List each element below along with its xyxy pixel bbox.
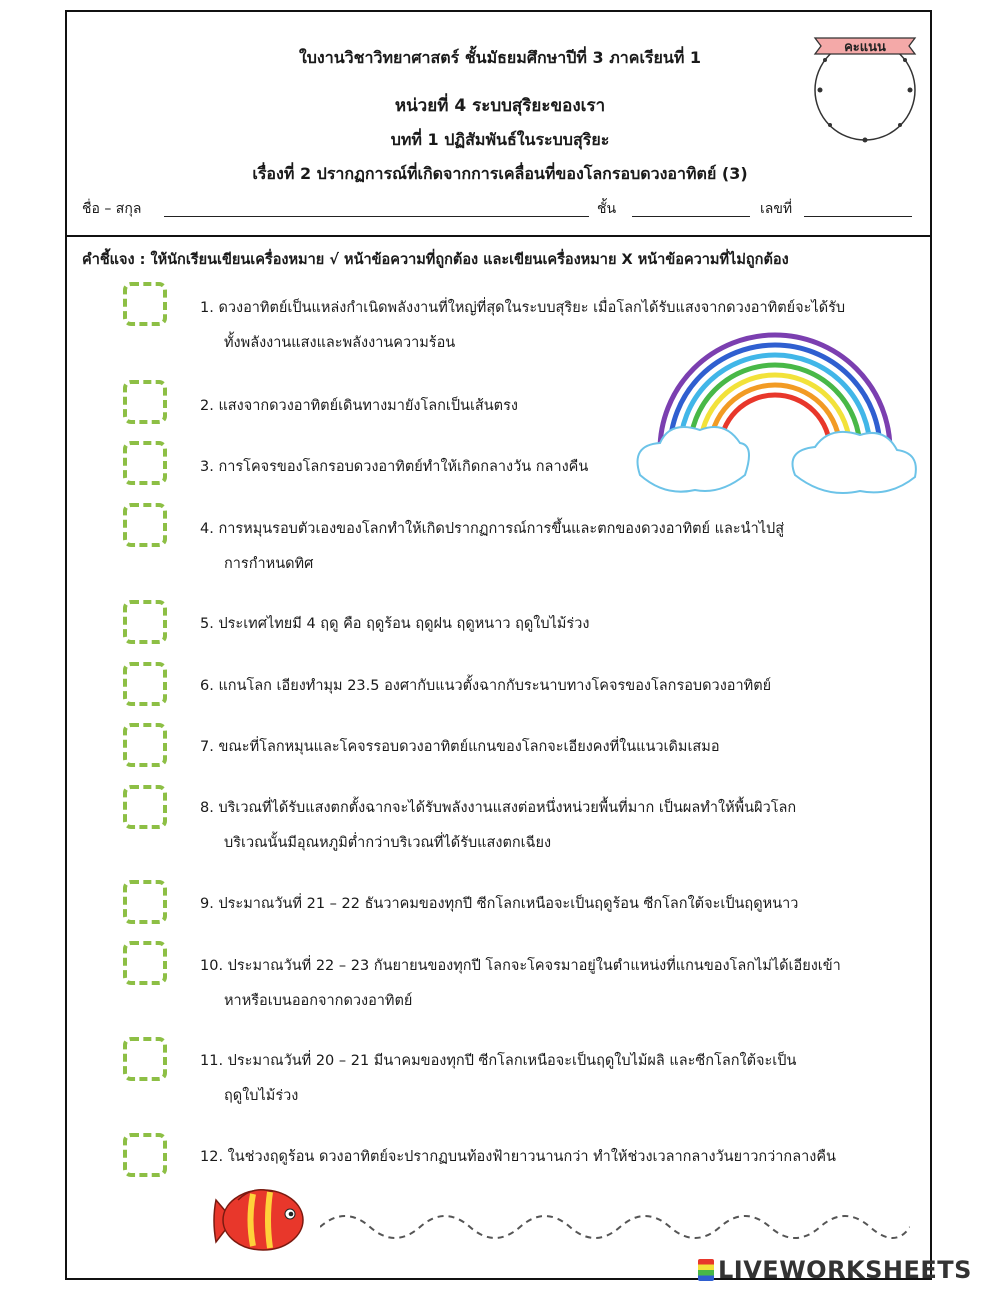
question-7 (200, 730, 920, 765)
question-text-cont: ฤดูใบไม้ร่วง (224, 1088, 299, 1104)
answer-box-9[interactable] (123, 880, 167, 924)
answer-box-5[interactable] (123, 600, 167, 644)
question-4 (200, 512, 920, 582)
question-text: 1. ดวงอาทิตย์เป็นแหล่งกำเนิดพลังงานที่ใหญ่ที่สุดในระบบสุริยะ เมื่อโลกได้รับแสงจากดวงอาทิตย์จะได้รับ (200, 300, 846, 316)
worksheet-title: ใบงานวิชาวิทยาศาสตร์ ชั้นมัธยมศึกษาปีที่ 3 ภาคเรียนที่ 1 (298, 48, 702, 67)
unit-title: หน่วยที่ 4 ระบบสุริยะของเรา (394, 96, 606, 116)
liveworksheets-logo (698, 1256, 972, 1284)
question-text: 8. บริเวณที่ได้รับแสงตกตั้งฉากจะได้รับพลังงานแสงต่อหนึ่งหน่วยพื้นที่มาก เป็นผลทำให้พื้นผิวโลก (200, 800, 797, 816)
question-text: 2. แสงจากดวงอาทิตย์เดินทางมายังโลกเป็นเส้นตรง (200, 398, 518, 414)
answer-box-7[interactable] (123, 723, 167, 767)
question-12 (200, 1140, 920, 1175)
score-label: คะแนน (844, 40, 886, 55)
number-label: เลขที่ (760, 201, 793, 217)
question-6 (200, 669, 920, 704)
question-text: 7. ขณะที่โลกหมุนและโคจรรอบดวงอาทิตย์แกนของโลกจะเอียงคงที่ในแนวเดิมเสมอ (200, 739, 720, 755)
brand-text: LIVEWORKSHEETS (718, 1256, 972, 1284)
name-label: ชื่อ – สกุล (82, 201, 142, 217)
number-field[interactable] (804, 216, 912, 217)
question-text: 11. ประมาณวันที่ 20 – 21 มีนาคมของทุกปี ซีกโลกเหนือจะเป็นฤดูใบไม้ผลิ และซีกโลกใต้จะเป็น (200, 1053, 797, 1069)
answer-box-3[interactable] (123, 441, 167, 485)
answer-box-12[interactable] (123, 1133, 167, 1177)
answer-box-4[interactable] (123, 503, 167, 547)
class-label: ชั้น (597, 201, 617, 217)
instructions: คำชี้แจง : ให้นักเรียนเขียนเครื่องหมาย √ หน้าข้อความที่ถูกต้อง และเขียนเครื่องหมาย X หน้าข้อความที่ไม่ถูกต้อง (82, 252, 789, 268)
question-text: 3. การโคจรของโลกรอบดวงอาทิตย์ทำให้เกิดกลางวัน กลางคืน (200, 459, 589, 475)
answer-box-6[interactable] (123, 662, 167, 706)
fish-illustration (208, 1180, 308, 1260)
rainbow-illustration (625, 325, 925, 505)
question-text: 9. ประมาณวันที่ 21 – 22 ธันวาคมของทุกปี ซีกโลกเหนือจะเป็นฤดูร้อน ซีกโลกใต้จะเป็นฤดูหนาว (200, 896, 799, 912)
chapter-title: บทที่ 1 ปฏิสัมพันธ์ในระบบสุริยะ (390, 130, 610, 149)
question-11 (200, 1044, 920, 1114)
score-stamp (805, 20, 925, 145)
tracing-wave (320, 1205, 910, 1250)
question-text: 12. ในช่วงฤดูร้อน ดวงอาทิตย์จะปรากฏบนท้องฟ้ายาวนานกว่า ทำให้ช่วงเวลากลางวันยาวกว่ากลางคืน (200, 1149, 836, 1165)
name-field[interactable] (164, 216, 589, 217)
question-9 (200, 887, 920, 922)
question-text: 6. แกนโลก เอียงทำมุม 23.5 องศากับแนวตั้งฉากกับระนาบทางโคจรของโลกรอบดวงอาทิตย์ (200, 678, 772, 694)
question-text: 5. ประเทศไทยมี 4 ฤดู คือ ฤดูร้อน ฤดูฝน ฤดูหนาว ฤดูใบไม้ร่วง (200, 616, 590, 632)
question-text-cont: หาหรือเบนออกจากดวงอาทิตย์ (224, 993, 413, 1009)
question-10 (200, 949, 920, 1019)
question-text: 4. การหมุนรอบตัวเองของโลกทำให้เกิดปรากฏการณ์การขึ้นและตกของดวงอาทิตย์ และนำไปสู่ (200, 521, 785, 537)
question-8 (200, 791, 920, 861)
question-text-cont: การกำหนดทิศ (224, 556, 314, 572)
header-divider (65, 235, 932, 237)
question-text-cont: ทั้งพลังงานแสงและพลังงานความร้อน (224, 335, 456, 351)
topic-title: เรื่องที่ 2 ปรากฏการณ์ที่เกิดจากการเคลื่อนที่ของโลกรอบดวงอาทิตย์ (3) (252, 164, 748, 183)
class-field[interactable] (632, 216, 750, 217)
answer-box-10[interactable] (123, 941, 167, 985)
answer-box-11[interactable] (123, 1037, 167, 1081)
liveworksheets-icon (698, 1259, 714, 1281)
question-5 (200, 607, 920, 642)
question-text: 10. ประมาณวันที่ 22 – 23 กันยายนของทุกปี โลกจะโคจรมาอยู่ในตำแหน่งที่แกนของโลกไม่ได้เอียงเข้า (200, 958, 841, 974)
answer-box-2[interactable] (123, 380, 167, 424)
answer-box-1[interactable] (123, 282, 167, 326)
answer-box-8[interactable] (123, 785, 167, 829)
question-text-cont: บริเวณนั้นมีอุณหภูมิต่ำกว่าบริเวณที่ได้รับแสงตกเฉียง (224, 835, 552, 851)
